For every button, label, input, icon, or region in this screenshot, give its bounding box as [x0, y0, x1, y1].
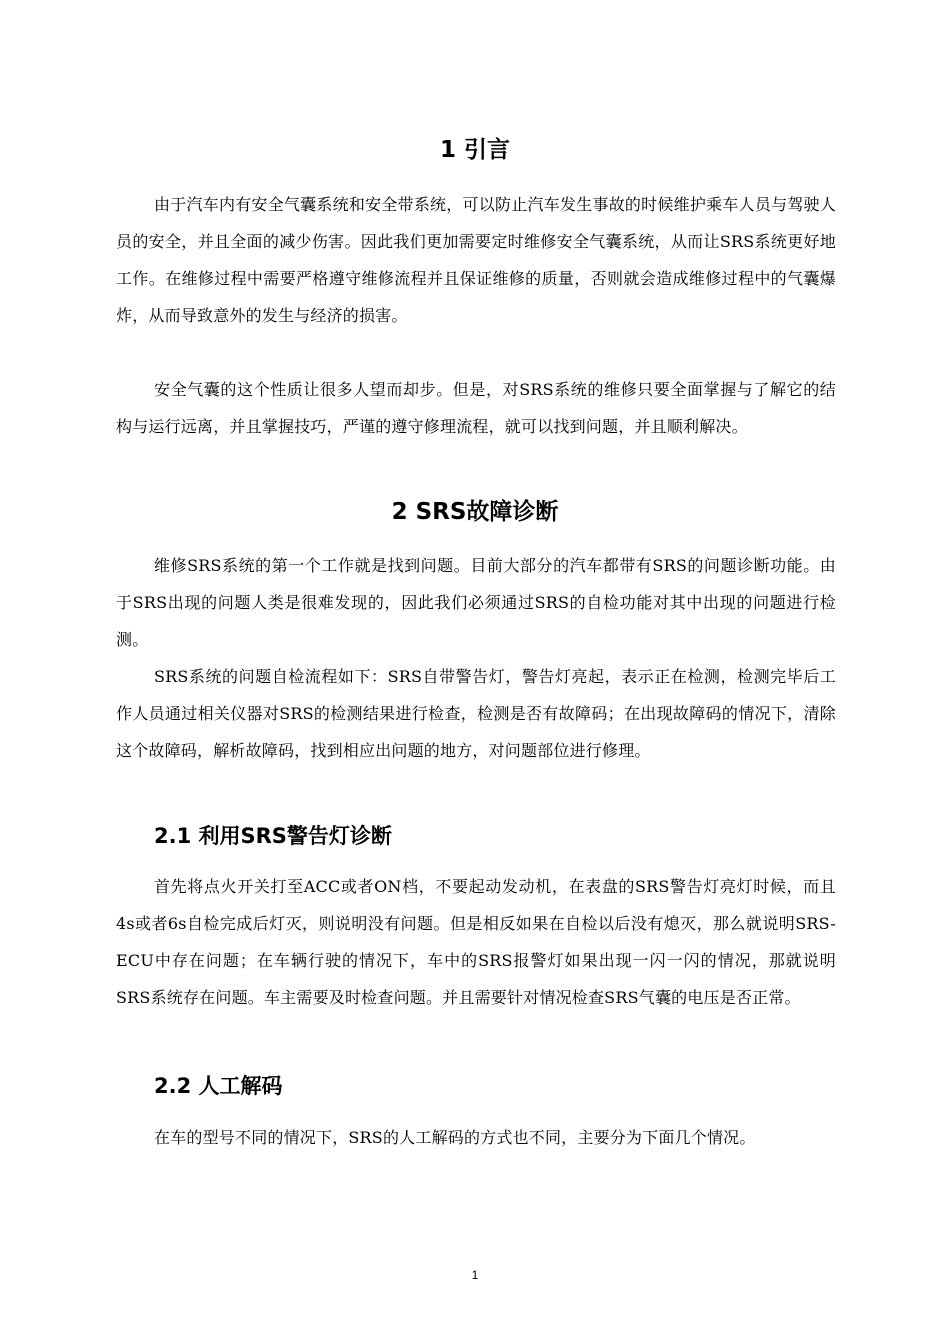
section-2-1-heading: 2.1 利用SRS警告灯诊断: [154, 824, 392, 848]
section-2-paragraph-2: SRS系统的问题自检流程如下：SRS自带警告灯，警告灯亮起，表示正在检测，检测完毕后工作人员通过相关仪器对SRS的检测结果进行检查，检测是否有故障码；在出现故障码的情况下，清除这个故障码，解析故障码，找到相应出问题的地方，对问题部位进行修理。: [116, 667, 836, 760]
section-2-heading: 2 SRS故障诊断: [391, 499, 559, 525]
page-number: 1: [471, 1268, 479, 1282]
section-2-2-paragraph-1: 在车的型号不同的情况下，SRS的人工解码的方式也不同，主要分为下面几个情况。: [154, 1128, 756, 1147]
section-2-paragraph-1: 维修SRS系统的第一个工作就是找到问题。目前大部分的汽车都带有SRS的问题诊断功能。由于SRS出现的问题人类是很难发现的，因此我们必须通过SRS的自检功能对其中出现的问题进行检测。: [116, 556, 836, 649]
section-2-1-paragraph-1: 首先将点火开关打至ACC或者ON档，不要起动发动机，在表盘的SRS警告灯亮灯时候，而且4s或者6s自检完成后灯灭，则说明没有问题。但是相反如果在自检以后没有熄灭，那么就说明SRS-ECU中存在问题；在车辆行驶的情况下，车中的SRS报警灯如果出现一闪一闪的情况，那就说明SRS系统存在问题。车主需要及时检查问题。并且需要针对情况检查SRS气囊的电压是否正常。: [116, 877, 836, 1007]
section-2-2-heading: 2.2 人工解码: [154, 1074, 283, 1098]
section-1-heading: 1 引言: [439, 137, 510, 163]
section-1-paragraph-1: 由于汽车内有安全气囊系统和安全带系统，可以防止汽车发生事故的时候维护乘车人员与驾驶人员的安全，并且全面的减少伤害。因此我们更加需要定时维修安全气囊系统，从而让SRS系统更好地工作。在维修过程中需要严格遵守维修流程并且保证维修的质量，否则就会造成维修过程中的气囊爆炸，从而导致意外的发生与经济的损害。: [116, 195, 836, 325]
section-1-paragraph-2: 安全气囊的这个性质让很多人望而却步。但是，对SRS系统的维修只要全面掌握与了解它的结构与运行远离，并且掌握技巧，严谨的遵守修理流程，就可以找到问题，并且顺利解决。: [116, 380, 836, 436]
